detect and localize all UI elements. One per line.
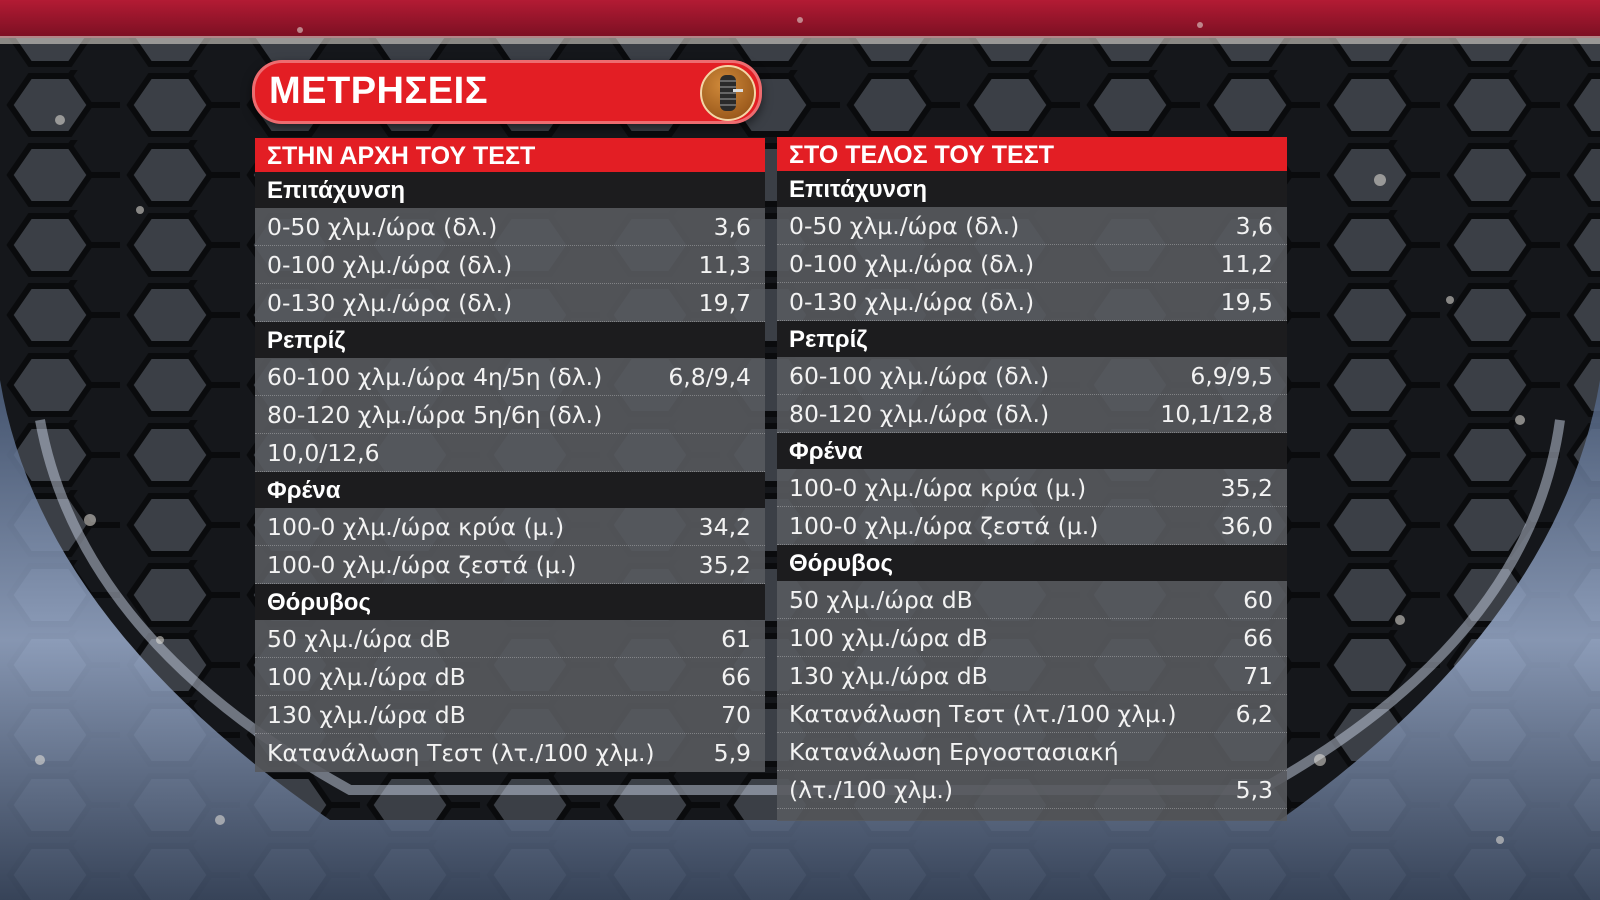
section-brakes: Φρένα bbox=[777, 433, 1287, 469]
table-row bbox=[777, 733, 1287, 771]
title-banner bbox=[252, 60, 762, 124]
table-row bbox=[255, 658, 765, 696]
row-value: 5,3 bbox=[1235, 775, 1273, 804]
row-value: 71 bbox=[1243, 661, 1273, 690]
table-row bbox=[777, 245, 1287, 283]
row-label: 0-100 χλμ./ώρα (δλ.) bbox=[789, 249, 1035, 278]
row-label: 0-130 χλμ./ώρα (δλ.) bbox=[789, 287, 1035, 316]
row-value: 70 bbox=[721, 700, 751, 729]
row-label: 100 χλμ./ώρα dB bbox=[789, 623, 988, 652]
section-reprise: Ρεπρίζ bbox=[777, 321, 1287, 357]
tyre-icon bbox=[700, 65, 756, 121]
table-row bbox=[255, 358, 765, 396]
table-row bbox=[777, 581, 1287, 619]
table-row bbox=[777, 507, 1287, 545]
row-label: 60-100 χλμ./ώρα 4η/5η (δλ.) bbox=[267, 362, 603, 391]
row-label: 130 χλμ./ώρα dB bbox=[267, 700, 466, 729]
page-title: ΜΕΤΡΗΣΕΙΣ bbox=[269, 70, 489, 112]
section-noise: Θόρυβος bbox=[777, 545, 1287, 581]
row-label: 80-120 χλμ./ώρα 5η/6η (δλ.) bbox=[267, 400, 603, 429]
row-value: 3,6 bbox=[713, 212, 751, 241]
section-acceleration: Επιτάχυνση bbox=[777, 171, 1287, 207]
row-label: 0-130 χλμ./ώρα (δλ.) bbox=[267, 288, 513, 317]
row-value: 61 bbox=[721, 624, 751, 653]
table-row bbox=[777, 357, 1287, 395]
row-label: 0-50 χλμ./ώρα (δλ.) bbox=[267, 212, 498, 241]
row-label: Κατανάλωση Τεστ (λτ./100 χλμ.) bbox=[789, 699, 1177, 728]
row-label: 60-100 χλμ./ώρα (δλ.) bbox=[789, 361, 1050, 390]
row-label: 80-120 χλμ./ώρα (δλ.) bbox=[789, 399, 1050, 428]
row-value: 11,3 bbox=[698, 250, 751, 279]
table-row bbox=[777, 469, 1287, 507]
row-label: 100 χλμ./ώρα dB bbox=[267, 662, 466, 691]
row-label: Κατανάλωση Εργοστασιακή bbox=[789, 737, 1119, 766]
section-reprise: Ρεπρίζ bbox=[255, 322, 765, 358]
row-value: 6,8/9,4 bbox=[668, 362, 751, 391]
section-noise: Θόρυβος bbox=[255, 584, 765, 620]
row-label: 100-0 χλμ./ώρα κρύα (μ.) bbox=[789, 473, 1087, 502]
table-end-of-test bbox=[777, 137, 1287, 821]
table-row bbox=[777, 395, 1287, 433]
row-value: 6,9/9,5 bbox=[1190, 361, 1273, 390]
row-value: 19,5 bbox=[1220, 287, 1273, 316]
table-row bbox=[255, 508, 765, 546]
row-value: 34,2 bbox=[698, 512, 751, 541]
table-row bbox=[255, 396, 765, 434]
row-label: 100-0 χλμ./ώρα ζεστά (μ.) bbox=[267, 550, 577, 579]
table-row bbox=[777, 283, 1287, 321]
table-row bbox=[255, 620, 765, 658]
row-value: 11,2 bbox=[1220, 249, 1273, 278]
table-row-continuation bbox=[777, 771, 1287, 809]
row-label: 100-0 χλμ./ώρα ζεστά (μ.) bbox=[789, 511, 1099, 540]
table-row bbox=[777, 657, 1287, 695]
row-value: 36,0 bbox=[1220, 511, 1273, 540]
table-row bbox=[255, 696, 765, 734]
row-label: 0-50 χλμ./ώρα (δλ.) bbox=[789, 211, 1020, 240]
table-header: ΣΤΟ ΤΕΛΟΣ ΤΟΥ ΤΕΣΤ bbox=[777, 137, 1287, 171]
row-label: 50 χλμ./ώρα dB bbox=[267, 624, 451, 653]
table-row-continuation bbox=[255, 434, 765, 472]
row-label: 0-100 χλμ./ώρα (δλ.) bbox=[267, 250, 513, 279]
row-value: 19,7 bbox=[698, 288, 751, 317]
row-value: 66 bbox=[1243, 623, 1273, 652]
table-row bbox=[255, 246, 765, 284]
table-row bbox=[777, 619, 1287, 657]
table-row bbox=[777, 207, 1287, 245]
row-value: 10,0/12,6 bbox=[267, 438, 380, 467]
row-value: 66 bbox=[721, 662, 751, 691]
row-value: 3,6 bbox=[1235, 211, 1273, 240]
row-label: Κατανάλωση Τεστ (λτ./100 χλμ.) bbox=[267, 739, 655, 767]
row-value: 10,1/12,8 bbox=[1160, 399, 1273, 428]
section-brakes: Φρένα bbox=[255, 472, 765, 508]
row-label: 50 χλμ./ώρα dB bbox=[789, 585, 973, 614]
row-value: 35,2 bbox=[698, 550, 751, 579]
row-label: 130 χλμ./ώρα dB bbox=[789, 661, 988, 690]
row-value: 5,9 bbox=[713, 739, 751, 767]
table-row bbox=[255, 208, 765, 246]
table-start-of-test bbox=[255, 138, 765, 772]
table-row bbox=[255, 546, 765, 584]
row-value: 6,2 bbox=[1235, 699, 1273, 728]
table-row bbox=[777, 695, 1287, 733]
row-value: 60 bbox=[1243, 585, 1273, 614]
section-acceleration: Επιτάχυνση bbox=[255, 172, 765, 208]
table-row bbox=[255, 284, 765, 322]
table-header: ΣΤΗΝ ΑΡΧΗ ΤΟΥ ΤΕΣΤ bbox=[255, 138, 765, 172]
row-label: 100-0 χλμ./ώρα κρύα (μ.) bbox=[267, 512, 565, 541]
table-row bbox=[255, 734, 765, 772]
row-label: (λτ./100 χλμ.) bbox=[789, 775, 954, 804]
row-value: 35,2 bbox=[1220, 473, 1273, 502]
table-bottom-padding bbox=[777, 809, 1287, 821]
